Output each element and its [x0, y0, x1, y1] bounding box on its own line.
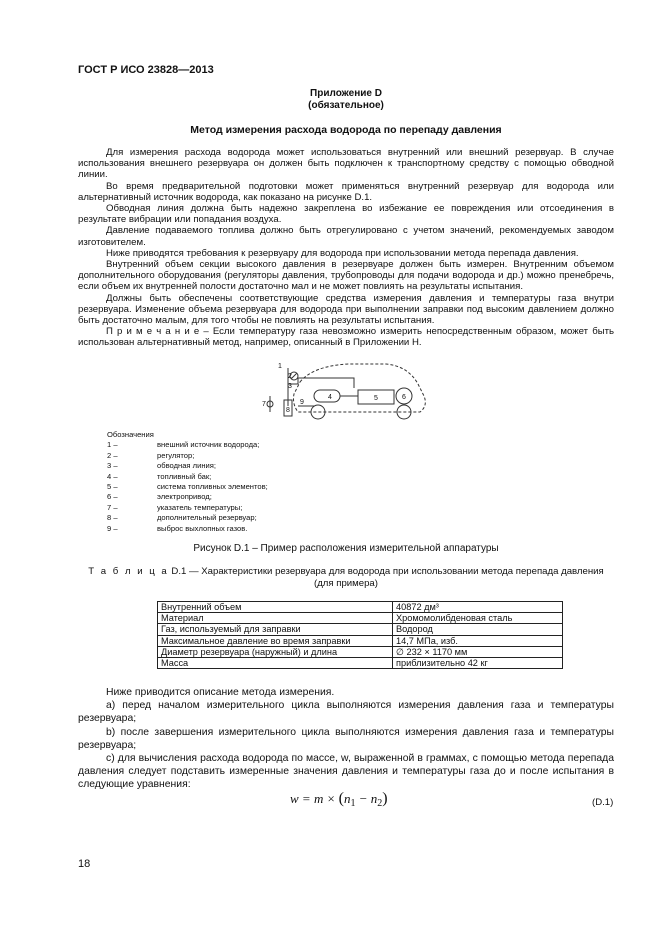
- paragraph: Давление подаваемого топлива должно быть отрегулировано с учетом значений, рекомендуемых заводом изготовителем.: [78, 225, 614, 248]
- table-row: Газ, используемый для заправки Водород: [158, 624, 563, 635]
- table-row: Максимальное давление во время заправки 14,7 МПа, изб.: [158, 635, 563, 646]
- fuel-tank: [314, 390, 340, 402]
- table-row: Диаметр резервуара (наружный) и длина ∅ 232 × 1170 мм: [158, 646, 563, 657]
- method-step-c: с) для вычисления расхода водорода по массе, w, выраженной в граммах, с помощью метода перепада давления следует подставить измеренные значения давления и температуры газа до и после испытания в следующие уравнения:: [78, 753, 614, 791]
- table-caption-sub: (для примера): [314, 578, 378, 589]
- legend-item: 1 – внешний источник водорода;: [107, 440, 260, 450]
- method-step-b: b) после завершения измерительного цикла выполняются измерения давления газа и температуры резервуара;: [78, 726, 614, 751]
- paragraph: Должны быть обеспечены соответствующие средства измерения давления и температуры газа внутри резервуара. Изменение объема резервуара для водорода при выполнении заправки под высоким давлением должно быть достаточно малым, для того чтобы не повлиять на результаты испытания.: [78, 292, 614, 327]
- label-1: 1: [278, 363, 282, 370]
- body-paragraphs: [78, 147, 614, 349]
- tank-spec-table: [157, 601, 563, 669]
- legend-item: 6 – электропривод;: [107, 492, 212, 502]
- legend-title: Обозначения: [107, 430, 154, 439]
- legend-item: 7 – указатель температуры;: [107, 502, 243, 512]
- label-9: 9: [300, 399, 304, 406]
- note-text: – Если температуру газа невозможно измерить непосредственным образом, может быть использован альтернативный метод, например, описанный в Приложении H.: [78, 326, 614, 349]
- table-row: Внутренний объем 40872 дм³: [158, 602, 563, 613]
- table-row: Материал Хромомолибденовая сталь: [158, 613, 563, 624]
- figure-caption: Рисунок D.1 – Пример расположения измерительной аппаратуры: [193, 543, 499, 554]
- legend-item: 8 – дополнительный резервуар;: [107, 513, 257, 523]
- annex-title: Приложение D: [310, 88, 382, 99]
- legend-item: 5 – система топливных элементов;: [107, 482, 268, 492]
- label-7: 7: [262, 401, 266, 408]
- paragraph: Ниже приводятся требования к резервуару для водорода при использовании метода перепада давления.: [106, 247, 579, 259]
- standard-header: ГОСТ Р ИСО 23828—2013: [78, 64, 214, 76]
- table-caption: [78, 566, 614, 590]
- section-heading: Метод измерения расхода водорода по перепаду давления: [190, 124, 502, 136]
- method-step-a: а) перед началом измерительного цикла выполняются измерения давления газа и температуры резервуара;: [78, 700, 614, 725]
- annex-status: (обязательное): [308, 100, 384, 111]
- label-8: 8: [286, 407, 290, 414]
- table-caption-label: Т а б л и ц а: [88, 566, 169, 577]
- legend-item: 3 – обводная линия;: [107, 461, 216, 471]
- legend-item: 4 – топливный бак;: [107, 471, 212, 481]
- formula-d1: $w = m \times (n_1 - n_2)$: [290, 790, 388, 809]
- figure-legend: [107, 430, 268, 534]
- page-number: 18: [78, 858, 91, 870]
- note-paragraph: [78, 326, 614, 348]
- equation-number: (D.1): [592, 797, 614, 808]
- legend-item: 2 – регулятор;: [107, 450, 195, 460]
- legend-item: 9 – выброс выхлопных газов.: [107, 523, 248, 533]
- label-3: 3: [288, 383, 292, 390]
- paragraph: Обводная линия должна быть надежно закреплена во избежание ее повреждения или отсоединения в результате вибрации или попадания воздуха.: [78, 203, 614, 226]
- note-label: П р и м е ч а н и е: [106, 326, 200, 338]
- method-description: [78, 686, 614, 792]
- paragraph: Внутренний объем секции высокого давления в резервуаре должен быть измерен. Внутренним объемом дополнительного оборудования (регуляторы давления, трубопроводы для подачи водорода и др.) можно пренебречь, если объем их внутренней полости достаточно мал и не может повлиять на результаты испытания.: [78, 259, 614, 293]
- table-row: Масса приблизительно 42 кг: [158, 657, 563, 668]
- measurement-setup-diagram: [258, 360, 438, 430]
- table-caption-text: D.1 — Характеристики резервуара для водорода при использовании метода перепада давления: [168, 566, 604, 577]
- paragraph: Во время предварительной подготовки может применяться внутренний резервуар для водорода или альтернативный источник водорода, как показано на рисунке D.1.: [78, 180, 614, 203]
- wheel-rear: [311, 405, 325, 419]
- label-4: 4: [328, 394, 332, 401]
- label-6: 6: [402, 394, 406, 401]
- label-2: 2: [288, 373, 292, 380]
- paragraph: Для измерения расхода водорода может использоваться внутренний или внешний резервуар. В случае использования внешнего резервуара он должен быть подключен к транспортному средству с помощью обводной линии.: [78, 147, 614, 181]
- label-5: 5: [374, 395, 378, 402]
- method-intro: Ниже приводится описание метода измерения.: [106, 687, 335, 698]
